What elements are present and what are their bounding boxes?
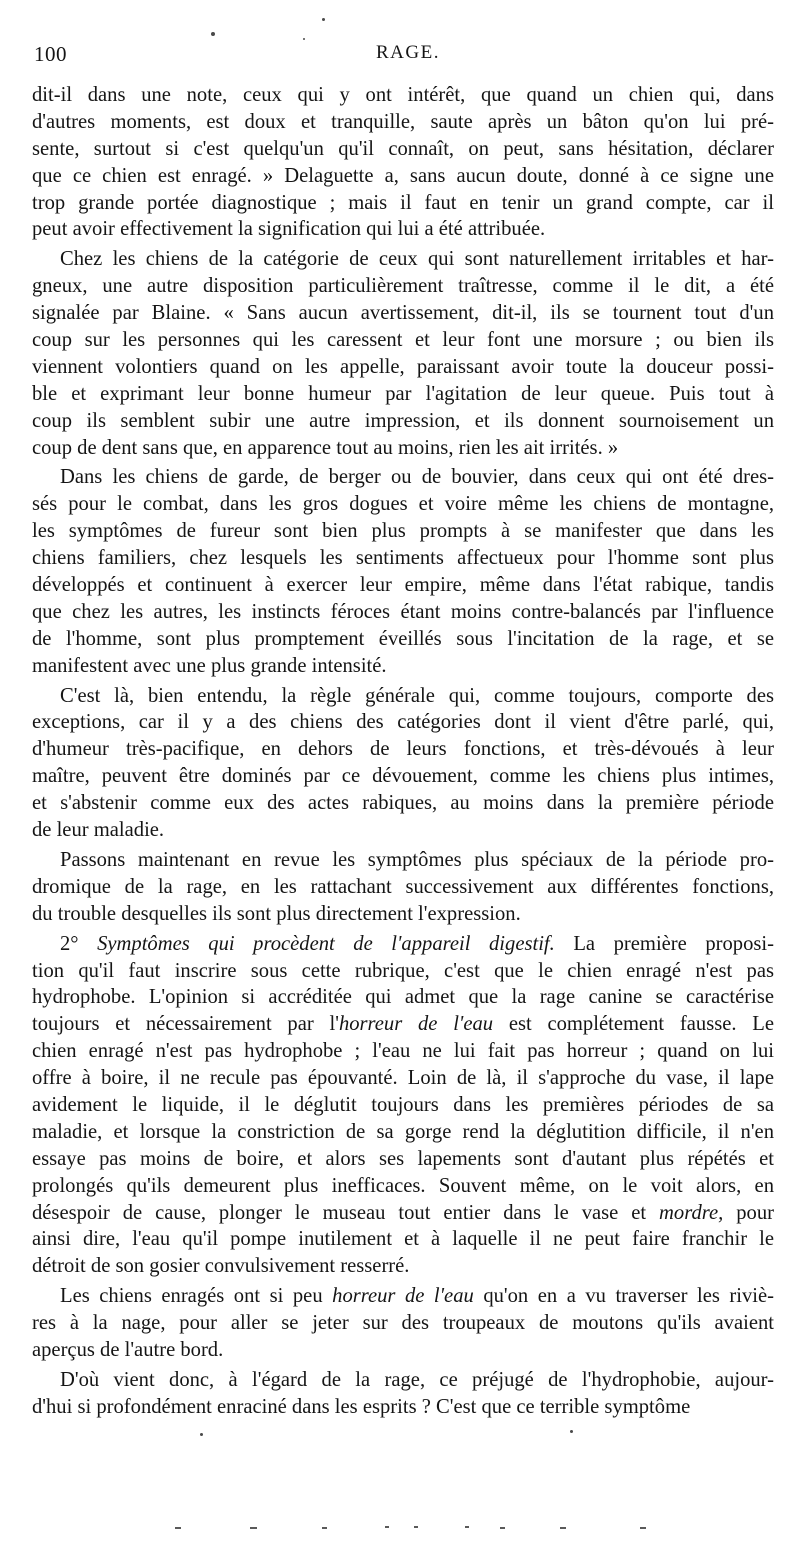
text-line: ainsi dire, l'eau qu'il pompe inutilement et à laquelle il ne peut faire franchir le (32, 1228, 774, 1251)
text-line: C'est là, bien entendu, la règle générale qui, comme toujours, comporte des (60, 684, 774, 707)
text-line: trop grande portée diagnostique ; mais il faut en tenir un grand compte, car il (32, 191, 774, 214)
text-line: viennent volontiers quand on les appelle, paraissant avoir toute la douceur possi- (32, 355, 774, 378)
text-body (32, 82, 774, 1421)
text-line: toujours et nécessairement par l'horreur de l'eau est complétement fausse. Le (32, 1013, 774, 1036)
text-line: Passons maintenant en revue les symptômes plus spéciaux de la période pro- (60, 848, 774, 871)
paragraph (32, 246, 774, 461)
scan-dash (465, 1526, 469, 1528)
text-line: aperçus de l'autre bord. (32, 1338, 224, 1361)
text-line: peut avoir effectivement la signification qui lui a été attribuée. (32, 218, 546, 241)
text-line: d'hui si profondément enraciné dans les esprits ? C'est que ce terrible symptôme (32, 1395, 691, 1418)
text-line: d'autres moments, est doux et tranquille, saute après un bâton qu'on lui pré- (32, 110, 774, 133)
italic-emphasis: Symptômes qui procèdent de l'appareil digestif. (97, 932, 555, 955)
text-line: coup sur les personnes qui les caressent et leur font une morsure ; ou bien ils (32, 329, 774, 352)
text-line: sente, surtout si c'est quelqu'un qu'il connaît, on peut, sans hésitation, déclarer (32, 137, 774, 160)
text-line: manifestent avec une plus grande intensité. (32, 654, 387, 677)
paragraph (32, 931, 774, 1281)
scan-speck (200, 1433, 203, 1436)
paragraph (32, 464, 774, 679)
text-line: détroit de son gosier convulsivement resserré. (32, 1255, 410, 1278)
text-line: Dans les chiens de garde, de berger ou de bouvier, dans ceux qui ont été dres- (60, 466, 774, 489)
italic-emphasis: horreur de l'eau (338, 1013, 494, 1036)
text-line: désespoir de cause, plonger le museau tout entier dans le vase et mordre, pour (32, 1201, 774, 1224)
scan-dash (175, 1527, 181, 1529)
text-line: d'humeur très-pacifique, en dehors de leurs fonctions, et très-dévoués à leur (32, 738, 774, 761)
text-line: coup ils semblent subir une autre impression, et ils donnent sournoisement un (32, 409, 774, 432)
text-line: avidement le liquide, il le déglutit toujours dans les premières périodes de sa (32, 1093, 774, 1116)
italic-emphasis: mordre, (659, 1201, 724, 1224)
text-line: et s'abstenir comme eux des actes rabiques, au moins dans la première période (32, 792, 774, 815)
scan-speck (303, 38, 305, 40)
scan-dash (500, 1527, 505, 1529)
italic-emphasis: horreur de l'eau (332, 1285, 474, 1308)
text-line: offre à boire, il ne recule pas épouvanté. Loin de là, il s'approche du vase, il lape (32, 1067, 774, 1090)
text-line: Les chiens enragés ont si peu horreur de l'eau qu'on en a vu traverser les riviè- (60, 1285, 774, 1308)
text-line: les symptômes de fureur sont bien plus prompts à se manifester que dans les (32, 520, 774, 543)
text-line: que chez les autres, les instincts féroces étant moins contre-balancés par l'influence (32, 600, 774, 623)
paragraph (32, 1283, 774, 1364)
scan-dash (250, 1527, 257, 1529)
text-line: ble et exprimant leur bonne humeur par l'agitation de leur queue. Puis tout à (32, 382, 774, 405)
text-line: dromique de la rage, en les rattachant successivement aux différentes fonctions, (32, 875, 774, 898)
scan-speck (211, 32, 215, 36)
scan-dash (322, 1527, 327, 1529)
running-title: RAGE. (376, 42, 440, 63)
text-line: maladie, et lorsque la constriction de sa gorge rend la déglutition difficile, il n'en (32, 1120, 774, 1143)
text-line: tion qu'il faut inscrire sous cette rubrique, c'est que le chien enragé n'est pas (32, 959, 774, 982)
text-line: exceptions, car il y a des chiens des catégories dont il vient d'être parlé, qui, (32, 711, 774, 734)
text-line: gneux, une autre disposition particulièrement traîtresse, comme il le dit, a été (32, 275, 774, 298)
text-line: hydrophobe. L'opinion si accréditée qui admet que la rage canine se caractérise (32, 986, 774, 1009)
text-line: dit-il dans une note, ceux qui y ont intérêt, que quand un chien qui, dans (32, 84, 774, 106)
text-line: D'où vient donc, à l'égard de la rage, ce préjugé de l'hydrophobie, aujour- (60, 1368, 774, 1391)
text-line: que ce chien est enragé. » Delaguette a, sans aucun doute, donné à ce signe une (32, 164, 774, 187)
text-line: 2° Symptômes qui procèdent de l'appareil digestif. La première proposi- (60, 932, 774, 955)
text-line: Chez les chiens de la catégorie de ceux qui sont naturellement irritables et har- (60, 248, 774, 271)
text-line: signalée par Blaine. « Sans aucun avertissement, dit-il, ils se tournent tout d'un (32, 302, 774, 325)
text-line: chien enragé n'est pas hydrophobe ; l'eau ne lui fait pas horreur ; quand on lui (32, 1040, 774, 1063)
text-line: développés et continuent à exercer leur empire, même dans l'état rabique, tandis (32, 574, 774, 597)
paragraph (32, 683, 774, 844)
text-line: res à la nage, pour aller se jeter sur des troupeaux de moutons qu'ils avaient (32, 1312, 774, 1335)
scan-dash (414, 1526, 418, 1528)
text-line: sés pour le combat, dans les gros dogues et voire même les chiens de montagne, (32, 493, 774, 516)
text-line: maître, peuvent être dominés par ce dévouement, comme les chiens plus intimes, (32, 765, 774, 788)
scan-speck (322, 18, 325, 21)
text-line: essaye pas moins de boire, et alors ses lapements sont d'autant plus répétés et (32, 1147, 774, 1170)
text-line: prolongés qu'ils demeurent plus inefficaces. Souvent même, on le voit alors, en (32, 1174, 774, 1197)
text-line: de l'homme, sont plus promptement éveillés sous l'incitation de la rage, et se (32, 627, 774, 650)
text-line: du trouble desquelles ils sont plus directement l'expression. (32, 902, 521, 925)
scan-dash (385, 1526, 389, 1528)
text-line: chiens familiers, chez lesquels les sentiments affectueux pour l'homme sont plus (32, 547, 774, 570)
scan-dash (640, 1527, 646, 1529)
paragraph (32, 82, 774, 243)
paragraph (32, 847, 774, 928)
page-number: 100 (34, 42, 67, 66)
paragraph (32, 1367, 774, 1421)
scan-speck (570, 1430, 573, 1433)
scan-dash (560, 1527, 566, 1529)
running-head (34, 42, 782, 74)
text-line: coup de dent sans que, en apparence tout au moins, rien les ait irrités. » (32, 436, 619, 459)
text-line: de leur maladie. (32, 819, 165, 842)
